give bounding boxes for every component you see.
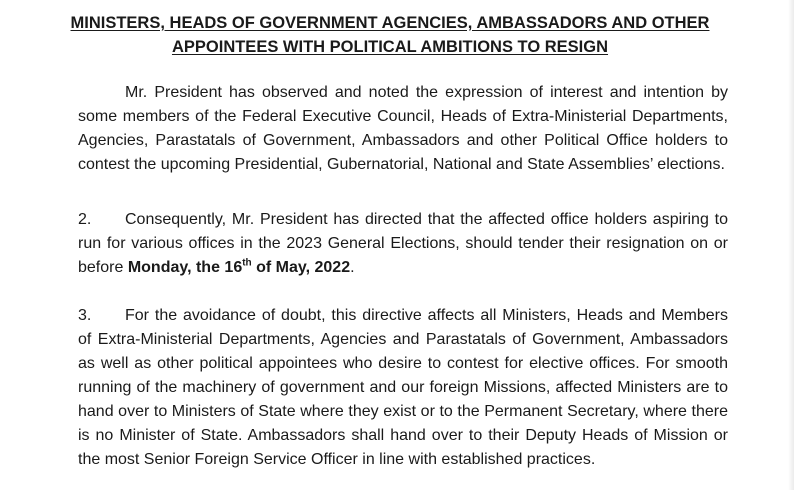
deadline-date bbox=[128, 259, 350, 276]
paragraph-3-number: 3. bbox=[78, 307, 92, 324]
paragraph-3-text: For the avoidance of doubt, this directive affects all Ministers, Heads and Members of Extra-Ministerial Departments, Agencies and Parastatals of Government, Ambassadors as well as other political appointees who desire to contest for elective offices. For smooth running of the machinery of government and our foreign Missions, affected Ministers are to hand over to Ministers of State where they exist or to the Permanent Secretary, where there is no Minister of State. Ambassadors shall hand over to their Deputy Heads of Mission or the most Senior Foreign Service Officer in line with established practices. bbox=[78, 307, 728, 468]
paragraph-2-number: 2. bbox=[78, 211, 92, 228]
paragraph-3 bbox=[78, 304, 728, 472]
paragraph-1 bbox=[78, 81, 728, 177]
deadline-ordinal-suffix: th bbox=[242, 257, 252, 269]
heading-line-1: MINISTERS, HEADS OF GOVERNMENT AGENCIES, AMBASSADORS AND OTHER bbox=[70, 14, 710, 32]
deadline-month-year: of May, 2022 bbox=[251, 259, 351, 276]
page-edge-shadow bbox=[788, 0, 794, 490]
paragraph-2 bbox=[78, 208, 728, 280]
paragraph-2-end: . bbox=[350, 259, 355, 276]
deadline-day: Monday, the 16 bbox=[127, 259, 243, 276]
heading-line-2: APPOINTEES WITH POLITICAL AMBITIONS TO RESIGN bbox=[171, 38, 609, 56]
paragraph-1-text: Mr. President has observed and noted the expression of interest and intention by some members of the Federal Executive Council, Heads of Extra-Ministerial Departments, Agencies, Parastatals of Government, Ambassadors and other Political Office holders to contest the upcoming Presidential, Gubernatorial, National and State Assemblies’ elections. bbox=[78, 84, 728, 173]
paragraph-2-text: Consequently, Mr. President has directed that the affected office holders aspiring to run for various offices in the 2023 General Elections, should tender their resignation on or before bbox=[78, 211, 728, 276]
